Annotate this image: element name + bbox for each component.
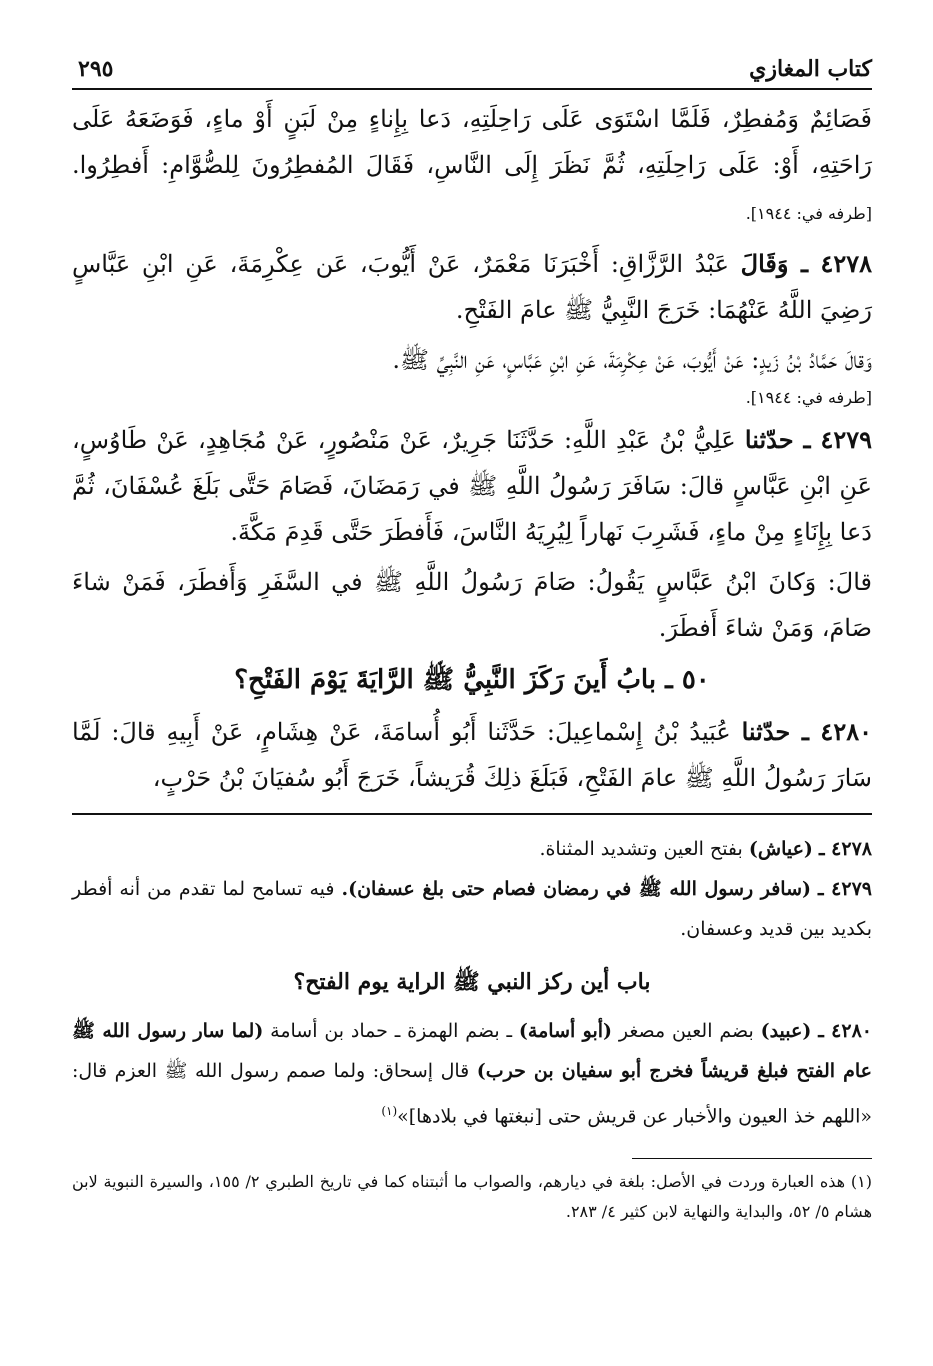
- commentary-4280-term-1: (عبيد): [760, 1020, 812, 1042]
- hadith-4280-text: عُبَيدُ بْنُ إِسْماعِيلَ: حَدَّثَنا أَبُو أُسامَةَ، عَنْ هِشَامٍ، عَنْ أَبِيهِ قالَ: لَمَّا سَارَ رَسُولُ اللَّهِ ﷺ عامَ الفَتْحِ، فَبَلَغَ ذلِكَ قُرَيشاً، خَرَجَ أَبُو سُفيَانَ بْنُ حَرْبٍ،: [72, 718, 872, 792]
- commentary-4280-text-3: قال إسحاق: ولما صمم رسول الله ﷺ العزم قال: «اللهم خذ العيون والأخبار عن قريش حتى [نبغتها في بلادها]»: [72, 1060, 872, 1128]
- footnote-1: [72, 1167, 872, 1227]
- running-title: كتاب المغازي: [749, 56, 872, 82]
- commentary-4280-term-2: (أبو أسامة): [518, 1020, 613, 1042]
- hadith-4278: [72, 241, 872, 333]
- paragraph-3-text: وَقالَ حَمَّادُ بْنُ زَيدٍ: عَنْ أَيُّوبَ، عَنْ عِكْرِمَةَ، عَنِ ابْنِ عَبَّاسٍ، عَنِ النَّبِيِّ ﷺ.: [392, 346, 872, 374]
- paragraph-1-text: فَصَائِمٌ وَمُفطِرٌ، فَلَمَّا اسْتَوَى عَلَى رَاحِلَتِهِ، دَعا بِإِناءٍ مِنْ لَبَنٍ أَوْ ماءٍ، فَوَضَعَهُ عَلَى رَاحَتِهِ، أَوْ: عَلَى رَاحِلَتِهِ، ثُمَّ نَظَرَ إِلَى النَّاسِ، فَقَالَ المُفطِرُونَ لِلصُّوَّامِ: أَفطِرُوا.: [72, 105, 872, 179]
- commentary-chapter-title: باب أين ركز النبي ﷺ الراية يوم الفتح؟: [293, 969, 651, 995]
- commentary-4280: [72, 1011, 872, 1136]
- commentary-4278-text: بفتح العين وتشديد المثناة.: [539, 838, 743, 860]
- commentary-4279-term: (سافر رسول الله ﷺ في رمضان فصام حتى بلغ عسفان).: [341, 878, 812, 900]
- commentary-4280-text-2: ـ بضم الهمزة ـ حماد بن أسامة: [270, 1020, 513, 1042]
- commentary-4279-number: ٤٢٧٩ ـ: [818, 878, 872, 900]
- commentary-4278-term: (عياش): [748, 838, 813, 860]
- commentary-4278-number: ٤٢٧٨ ـ: [818, 838, 872, 860]
- commentary-4280-text-1: بضم العين مصغر: [618, 1020, 754, 1042]
- commentary-4279: [72, 869, 872, 949]
- footnote-marker: (١): [850, 1172, 872, 1192]
- hadith-4280: [72, 709, 872, 801]
- commentary-4280-term-3: (لما سار رسول الله ﷺ عام الفتح فبلغ قريشاً فخرج أبو سفيان بن حرب): [72, 1020, 872, 1082]
- footnote-rule: [632, 1158, 872, 1159]
- commentary-4280-number: ٤٢٨٠ ـ: [818, 1020, 872, 1042]
- paragraph-3-citation: [طرفه في: ١٩٤٤].: [745, 388, 872, 407]
- commentary: [72, 829, 872, 1136]
- paragraph-5-text: قالَ: وَكانَ ابْنُ عَبَّاسٍ يَقُولُ: صَامَ رَسُولُ اللَّهِ ﷺ في السَّفَرِ وَأَفطَرَ، فَمَنْ شاءَ صَامَ، وَمَنْ شاءَ أَفطَرَ.: [72, 568, 872, 642]
- text-commentary-divider: [72, 813, 872, 815]
- chapter-title: ٥٠ ـ بابُ أَينَ رَكَزَ النَّبِيُّ ﷺ الرَّايَةَ يَوْمَ الفَتْحِ؟: [234, 665, 710, 695]
- footnote-reference[interactable]: (١): [381, 1104, 398, 1118]
- paragraph-3: [72, 337, 872, 383]
- paragraph-5: [72, 559, 872, 651]
- hadith-4278-text: عَبْدُ الرَّزَّاقِ: أَخْبَرَنَا مَعْمَرٌ، عَنْ أَيُّوبَ، عَن عِكْرِمَةَ، عَنِ ابْنِ عَبَّاسٍ رَضِيَ اللَّهُ عَنْهُمَا: خَرَجَ النَّبِيُّ ﷺ عامَ الفَتْحِ.: [72, 250, 872, 324]
- hadith-4279: [72, 417, 872, 555]
- page-header: [72, 48, 872, 90]
- footnote-text: هذه العبارة وردت في الأصل: بلغة في ديارهم، والصواب ما أثبتناه كما في تاريخ الطبري ٢/ ١٥٥، والسيرة النبوية لابن هشام ٥/ ٥٢، والبداية والنهاية لابن كثير ٤/ ٢٨٣.: [72, 1172, 872, 1222]
- hadith-4280-number: ٤٢٨٠ ـ حدّثنا: [741, 717, 872, 746]
- commentary-4279-text: فيه تسامح لما تقدم من أنه أفطر بكديد بين قديد وعسفان.: [72, 878, 872, 940]
- hadith-4279-text: عَلِيُّ بْنُ عَبْدِ اللَّهِ: حَدَّثَنَا جَرِيرٌ، عَنْ مَنْصُورٍ، عَنْ مُجَاهِدٍ، عَنْ طَاوُسٍ، عَنِ ابْنِ عَبَّاسٍ قالَ: سَافَرَ رَسُولُ اللَّهِ ﷺ في رَمَضَانَ، فَصَامَ حَتَّى بَلَغَ عُسْفَانَ، ثُمَّ دَعا بِإِنَاءٍ مِنْ ماءٍ، فَشَرِبَ نَهاراً لِيُرِيَهُ النَّاسَ، فَأَفطَرَ حَتَّى قَدِمَ مَكَّةَ.: [72, 426, 872, 546]
- book-page: [72, 48, 872, 1227]
- commentary-4278: [72, 829, 872, 869]
- hadith-4278-number: ٤٢٧٨ ـ وَقَالَ: [740, 249, 873, 278]
- paragraph-1: [72, 96, 872, 237]
- page-number: ٢٩٥: [78, 56, 114, 82]
- paragraph-1-citation: [طرفه في: ١٩٤٤].: [745, 204, 872, 223]
- hadith-4279-number: ٤٢٧٩ ـ حدّثنا: [744, 425, 872, 454]
- main-text: [72, 96, 872, 801]
